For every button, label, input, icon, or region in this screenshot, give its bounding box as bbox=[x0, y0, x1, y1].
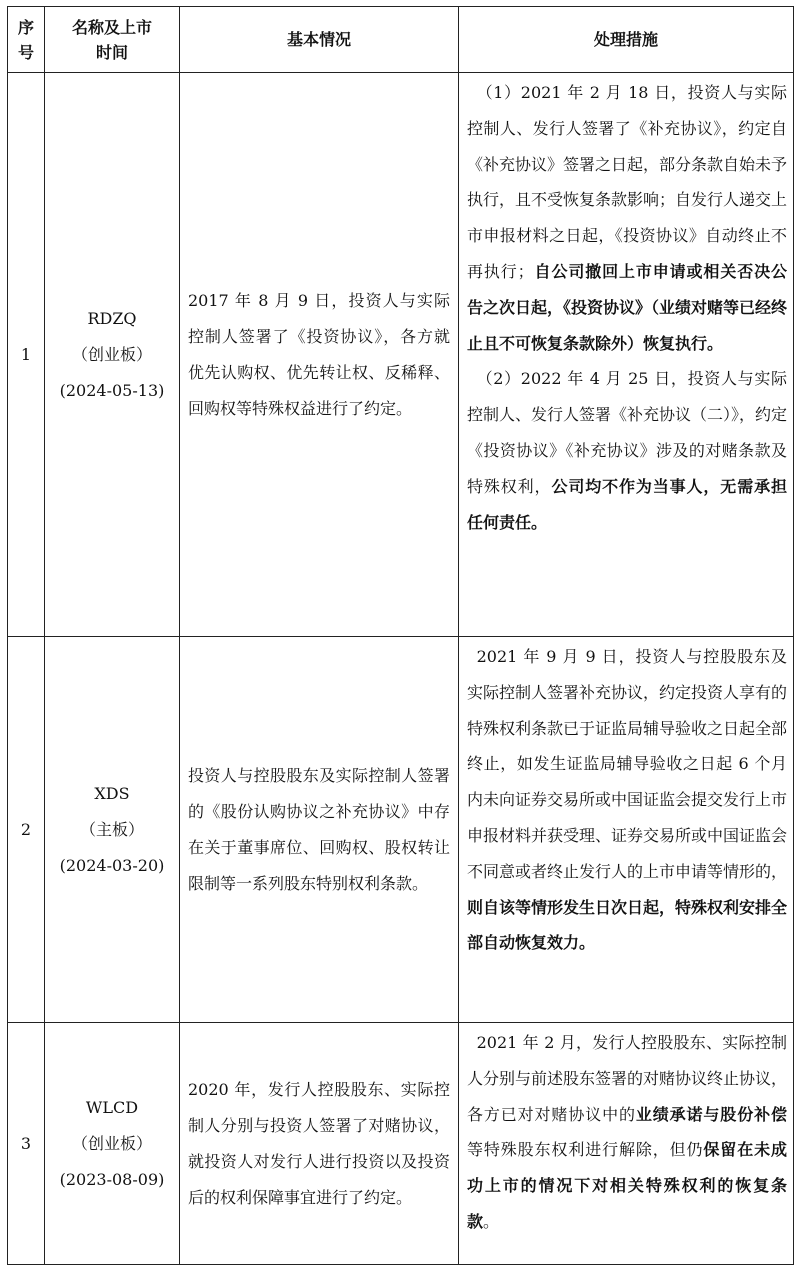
measure-paragraph-1: （1）2021 年 2 月 18 日，投资人与实际控制人、发行人签署了《补充协议》，约定自《补充协议》签署之日起，部分条款自始未予执行，且不受恢复条款影响；自发行人递交上市申报材料之日起，《投资协议》自动终止不再执行；自公司撤回上市申请或相关否决公告之次日起，《投资协议》（业绩对赌等已经终止且不可恢复条款除外）恢复执行。 bbox=[467, 83, 788, 353]
header-measure: 处理措施 bbox=[459, 7, 794, 73]
measure-paragraph: 2021 年 2 月，发行人控股股东、实际控制人分别与前述股东签署的对赌协议终止协议，各方已对对赌协议中的业绩承诺与股份补偿等特殊股东权利进行解除，但仍保留在未成功上市的情况下对相关特殊权利的恢复条款。 bbox=[467, 1033, 788, 1231]
treatment-measures bbox=[459, 73, 794, 637]
listing-date: (2023-08-09) bbox=[59, 1169, 165, 1189]
board-label: （创业板） bbox=[71, 344, 152, 364]
basic-situation: 2020 年，发行人控股股东、实际控制人分别与投资人签署了对赌协议，就投资人对发行人进行投资以及投资后的权利保障事宜进行了约定。 bbox=[180, 1023, 459, 1265]
company-cell bbox=[45, 73, 180, 637]
row-number: 3 bbox=[8, 1023, 45, 1265]
table-row bbox=[8, 1023, 794, 1265]
treatment-measures bbox=[459, 637, 794, 1023]
header-name: 名称及上市时间 bbox=[45, 7, 180, 73]
header-row bbox=[8, 7, 794, 73]
listing-date: (2024-03-20) bbox=[59, 855, 165, 875]
company-name: RDZQ bbox=[87, 308, 137, 328]
table-row bbox=[8, 637, 794, 1023]
listing-date: (2024-05-13) bbox=[59, 380, 165, 400]
company-cell bbox=[45, 637, 180, 1023]
row-number: 1 bbox=[8, 73, 45, 637]
board-label: （主板） bbox=[79, 819, 144, 839]
measure-paragraph: 2021 年 9 月 9 日，投资人与控股股东及实际控制人签署补充协议，约定投资人享有的特殊权利条款已于证监局辅导验收之日起全部终止，如发生证监局辅导验收之日起 6 个月内未向证券交易所或中国证监会提交发行上市申报材料并获受理、证券交易所或中国证监会不同意或者终止发行人的上市申请等情形的，则自该等情形发生日次日起，特殊权利安排全部自动恢复效力。 bbox=[467, 647, 788, 953]
board-label: （创业板） bbox=[71, 1133, 152, 1153]
special-rights-table bbox=[7, 6, 794, 1265]
measure-paragraph-2: （2）2022 年 4 月 25 日，投资人与实际控制人、发行人签署《补充协议（二）》，约定《投资协议》《补充协议》涉及的对赌条款及特殊权利，公司均不作为当事人，无需承担任何责任。 bbox=[467, 369, 788, 532]
basic-situation: 投资人与控股股东及实际控制人签署的《股份认购协议之补充协议》中存在关于董事席位、回购权、股权转让限制等一系列股东特别权利条款。 bbox=[180, 637, 459, 1023]
basic-situation: 2017 年 8 月 9 日，投资人与实际控制人签署了《投资协议》，各方就优先认购权、优先转让权、反稀释、回购权等特殊权益进行了约定。 bbox=[180, 73, 459, 637]
company-name: XDS bbox=[94, 783, 130, 803]
row-number: 2 bbox=[8, 637, 45, 1023]
table-row bbox=[8, 73, 794, 637]
company-name: WLCD bbox=[85, 1097, 139, 1117]
treatment-measures bbox=[459, 1023, 794, 1265]
header-basic: 基本情况 bbox=[180, 7, 459, 73]
header-no: 序号 bbox=[8, 7, 45, 73]
company-cell bbox=[45, 1023, 180, 1265]
